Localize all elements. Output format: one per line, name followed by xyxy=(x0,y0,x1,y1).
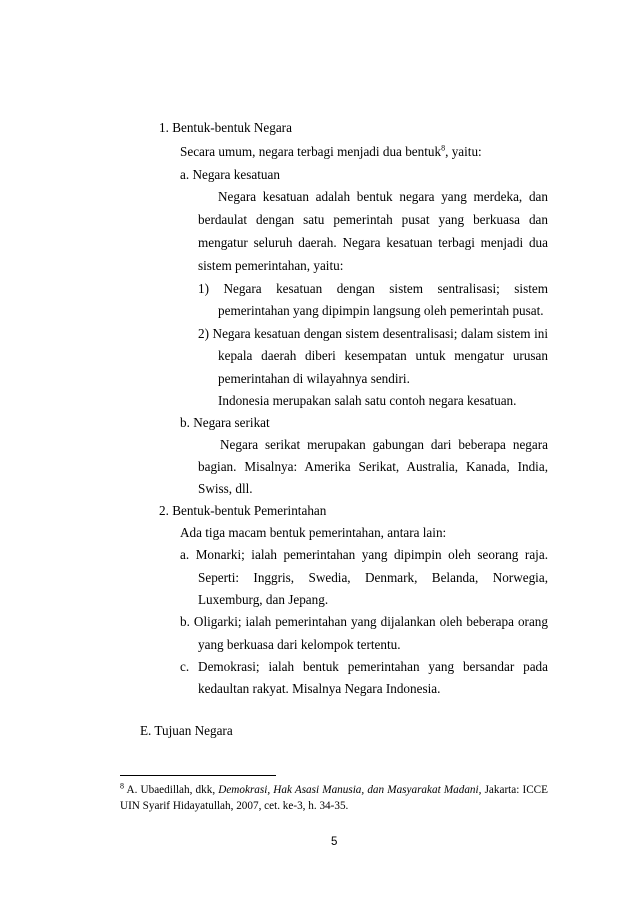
page-number: 5 xyxy=(331,836,338,848)
section-heading-tujuan-negara: E. Tujuan Negara xyxy=(140,723,233,738)
list-item-demokrasi: c. Demokrasi; ialah bentuk pemerintahan yang bersandar pada xyxy=(180,659,548,674)
subheading-negara-kesatuan: a. Negara kesatuan xyxy=(180,167,280,182)
section-intro: Ada tiga macam bentuk pemerintahan, antara lain: xyxy=(180,525,447,540)
paragraph-line: sistem pemerintahan, yaitu: xyxy=(198,258,344,273)
section-heading-bentuk-negara: 1. Bentuk-bentuk Negara xyxy=(159,120,292,135)
footnote-separator xyxy=(120,775,276,776)
list-item-continuation: kepala daerah diberi kesempatan untuk mengatur urusan xyxy=(218,348,548,363)
paragraph-line: Swiss, dll. xyxy=(198,481,253,496)
paragraph-line: mengatur seluruh daerah. Negara kesatuan terbagi menjadi dua xyxy=(198,235,548,250)
footnote-line: UIN Syarif Hidayatullah, 2007, cet. ke-3, h. 34-35. xyxy=(120,800,349,812)
subheading-negara-serikat: b. Negara serikat xyxy=(180,415,270,430)
list-item-sentralisasi: 1) Negara kesatuan dengan sistem sentralisasi; sistem xyxy=(198,281,548,296)
footnote-reference: 8 xyxy=(441,143,446,153)
list-item-continuation: Seperti: Inggris, Swedia, Denmark, Belanda, Norwegia, xyxy=(198,570,548,585)
list-item-continuation: pemerintahan di wilayahnya sendiri. xyxy=(218,371,410,386)
paragraph-line: Negara serikat merupakan gabungan dari beberapa negara xyxy=(220,437,548,452)
paragraph-line: berdaulat dengan satu pemerintah pusat yang berkuasa dan xyxy=(198,212,548,227)
list-item-oligarki: b. Oligarki; ialah pemerintahan yang dijalankan oleh beberapa orang xyxy=(180,614,548,629)
list-item-continuation: yang berkuasa dari kelompok tertentu. xyxy=(198,637,401,652)
section-intro: Secara umum, negara terbagi menjadi dua bentuk$^8$, yaitu: xyxy=(180,143,482,159)
paragraph-line: bagian. Misalnya: Amerika Serikat, Australia, Kanada, India, xyxy=(198,459,548,474)
list-item-continuation: kedaultan rakyat. Misalnya Negara Indonesia. xyxy=(198,681,441,696)
footnote-line: $^8$ A. Ubaedillah, dkk, Demokrasi, Hak Asasi Manusia, dan Masyarakat Madani, Jakarta: ICCE xyxy=(120,781,548,796)
list-item-monarki: a. Monarki; ialah pemerintahan yang dipimpin oleh seorang raja. xyxy=(180,547,548,562)
note-line: Indonesia merupakan salah satu contoh negara kesatuan. xyxy=(218,393,517,408)
section-heading-bentuk-pemerintahan: 2. Bentuk-bentuk Pemerintahan xyxy=(159,503,327,518)
list-item-continuation: pemerintahan yang dipimpin langsung oleh pemerintah pusat. xyxy=(218,303,544,318)
list-item-continuation: Luxemburg, dan Jepang. xyxy=(198,592,329,607)
list-item-desentralisasi: 2) Negara kesatuan dengan sistem desentralisasi; dalam sistem ini xyxy=(198,326,548,341)
paragraph-line: Negara kesatuan adalah bentuk negara yang merdeka, dan xyxy=(218,189,548,204)
